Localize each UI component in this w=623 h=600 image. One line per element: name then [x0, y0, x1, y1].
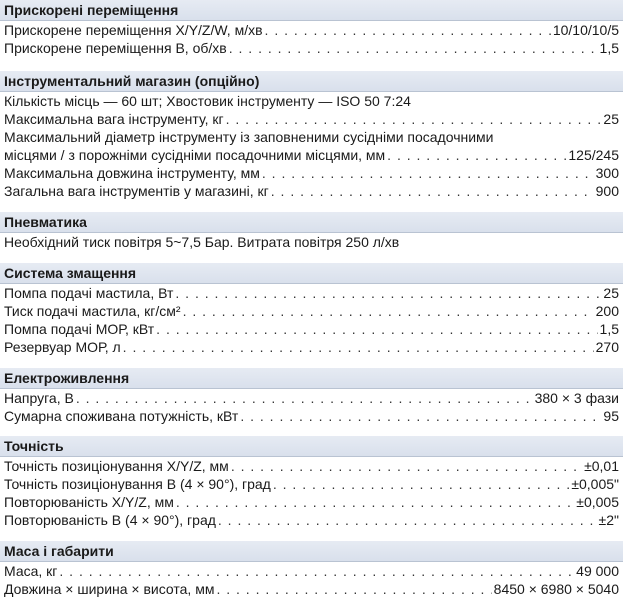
section-title: Система змащення	[0, 263, 623, 283]
spec-value: ±0,005"	[571, 476, 619, 492]
spec-row	[0, 182, 623, 200]
spec-label: Повторюваність B (4 × 90°), град	[4, 512, 216, 528]
spec-value: 270	[595, 339, 619, 355]
spec-label: Сумарна споживана потужність, кВт	[4, 408, 239, 424]
spec-label: місцями / з порожніми сусідніми посадочними місцями, мм	[4, 147, 386, 163]
spec-label: Помпа подачі мастила, Вт	[4, 285, 174, 301]
section-title: Електроживлення	[0, 368, 623, 388]
spec-value: 25	[603, 111, 619, 127]
spec-value: 300	[595, 165, 619, 181]
spec-row	[0, 338, 623, 356]
spec-row	[0, 110, 623, 128]
section-power-supply	[0, 368, 623, 425]
section-title: Пневматика	[0, 212, 623, 232]
spec-row	[0, 493, 623, 511]
spec-value: 8450 × 6980 × 5040	[493, 581, 619, 597]
spec-row	[0, 21, 623, 39]
spec-row	[0, 284, 623, 302]
spec-row-wrap-first	[0, 128, 623, 146]
spec-label: Довжина × ширина × висота, мм	[4, 581, 215, 597]
spec-label: Напруга, В	[4, 390, 74, 406]
spec-row	[0, 39, 623, 57]
spec-value: 380 × 3 фази	[534, 390, 619, 406]
spec-label: Помпа подачі МОР, кВт	[4, 321, 155, 337]
dot-leader	[226, 110, 602, 128]
spec-label: Прискорене переміщення X/Y/Z/W, м/хв	[4, 22, 263, 38]
spec-label: Максимальна вага інструменту, кг	[4, 111, 224, 127]
spec-row	[0, 320, 623, 338]
spec-value: ±0,005	[576, 494, 619, 510]
spec-value: 900	[595, 183, 619, 199]
spec-row	[0, 92, 623, 110]
spec-label: Загальна вага інструментів у магазині, кг	[4, 183, 269, 199]
spec-value: 125/245	[568, 147, 619, 163]
spec-value: 49 000	[576, 563, 619, 579]
spec-row	[0, 457, 623, 475]
spec-row	[0, 511, 623, 529]
spec-row	[0, 562, 623, 580]
spec-row	[0, 389, 623, 407]
spec-text: Кількість місць — 60 шт; Хвостовик інструменту — ISO 50 7:24	[4, 93, 411, 109]
spec-label: Точність позиціонування X/Y/Z, мм	[4, 458, 229, 474]
spec-label: Максимальний діаметр інструменту із заповненими сусідніми посадочними	[4, 129, 494, 145]
spec-label: Точність позиціонування B (4 × 90°), град	[4, 476, 271, 492]
dot-leader	[262, 164, 594, 182]
section-accuracy	[0, 436, 623, 529]
dot-leader	[231, 457, 582, 475]
dot-leader	[123, 338, 594, 356]
section-tool-magazine	[0, 71, 623, 200]
dot-leader	[59, 562, 574, 580]
dot-leader	[176, 493, 574, 511]
spec-value: 10/10/10/5	[552, 22, 619, 38]
dot-leader	[156, 320, 597, 338]
dot-leader	[218, 511, 597, 529]
dot-leader	[216, 580, 491, 598]
section-mass-dimensions	[0, 541, 623, 598]
dot-leader	[271, 182, 594, 200]
dot-leader	[175, 284, 601, 302]
section-pneumatics	[0, 212, 623, 251]
spec-row	[0, 580, 623, 598]
dot-leader	[265, 21, 551, 39]
spec-label: Маса, кг	[4, 563, 58, 579]
spec-value: 200	[595, 303, 619, 319]
section-title: Точність	[0, 436, 623, 456]
dot-leader	[76, 389, 533, 407]
spec-row	[0, 146, 623, 164]
spec-value: 95	[603, 408, 619, 424]
spec-row	[0, 233, 623, 251]
spec-value: 1,5	[599, 40, 619, 56]
dot-leader	[387, 146, 566, 164]
spec-label: Резервуар МОР, л	[4, 339, 121, 355]
spec-label: Максимальна довжина інструменту, мм	[4, 165, 260, 181]
spec-label: Повторюваність X/Y/Z, мм	[4, 494, 174, 510]
dot-leader	[240, 407, 601, 425]
spec-value: 1,5	[599, 321, 619, 337]
section-title: Прискорені переміщення	[0, 0, 623, 20]
spec-value: 25	[603, 285, 619, 301]
section-accelerated-moves	[0, 0, 623, 57]
dot-leader	[273, 475, 569, 493]
dot-leader	[229, 39, 598, 57]
spec-label: Прискорене переміщення B, об/хв	[4, 40, 227, 56]
spec-row	[0, 302, 623, 320]
spec-label: Тиск подачі мастила, кг/см²	[4, 303, 181, 319]
section-lubrication	[0, 263, 623, 356]
spec-row	[0, 164, 623, 182]
dot-leader	[183, 302, 594, 320]
spec-value: ±0,01	[584, 458, 619, 474]
spec-row	[0, 475, 623, 493]
spec-text: Необхідний тиск повітря 5~7,5 Бар. Витрата повітря 250 л/хв	[4, 234, 400, 250]
spec-value: ±2"	[598, 512, 619, 528]
spec-row	[0, 407, 623, 425]
section-title: Маса і габарити	[0, 541, 623, 561]
section-title: Інструментальний магазин (опційно)	[0, 71, 623, 91]
